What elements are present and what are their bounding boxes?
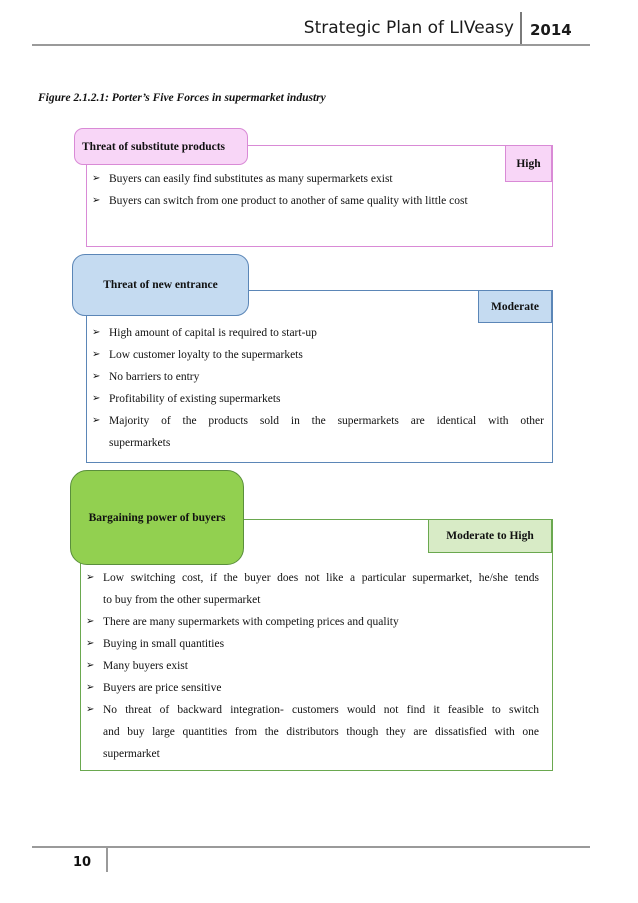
bullet-arrow-icon: ➢: [86, 704, 95, 715]
document-title: Strategic Plan of LIVeasy: [303, 18, 514, 38]
force-item: [86, 633, 539, 655]
force-item-text: Majority of the products sold in the supermarkets are identical with other: [109, 415, 544, 427]
force-item-text: No barriers to entry: [109, 371, 200, 383]
bullet-arrow-icon: ➢: [92, 393, 101, 404]
force-level-new-entrance: Moderate: [478, 290, 552, 323]
header-divider: [520, 12, 522, 46]
force-item-text: supermarket: [103, 748, 160, 760]
force-item-text: Many buyers exist: [103, 660, 188, 672]
force-item-text: Low switching cost, if the buyer does not like a particular supermarket, he/she tends: [103, 572, 539, 584]
force-item: [86, 567, 539, 611]
force-item-text: There are many supermarkets with competing prices and quality: [103, 616, 399, 628]
bullet-arrow-icon: ➢: [92, 195, 101, 206]
bullet-arrow-icon: ➢: [92, 415, 101, 426]
bullet-arrow-icon: ➢: [86, 616, 95, 627]
footer-divider: [106, 848, 108, 872]
bullet-arrow-icon: ➢: [92, 349, 101, 360]
force-item-text: Buyers can easily find substitutes as many supermarkets exist: [109, 173, 393, 185]
bullet-arrow-icon: ➢: [86, 660, 95, 671]
force-items-new-entrance: [92, 322, 544, 454]
force-title-new-entrance: Threat of new entrance: [72, 254, 249, 316]
force-items-substitutes: [92, 168, 544, 212]
page-number: 10: [72, 855, 92, 870]
force-item-text: Buyers can switch from one product to another of same quality with little cost: [109, 195, 468, 207]
force-item-text: No threat of backward integration- customers would not find it feasible to switch: [103, 704, 539, 716]
header-rule: [32, 44, 590, 46]
bullet-arrow-icon: ➢: [92, 173, 101, 184]
bullet-arrow-icon: ➢: [86, 682, 95, 693]
force-item: [92, 410, 544, 454]
force-title-substitutes: Threat of substitute products: [74, 128, 248, 165]
force-level-substitutes: High: [505, 145, 552, 182]
force-item-text: Profitability of existing supermarkets: [109, 393, 281, 405]
force-item: [92, 190, 544, 212]
force-item-text: to buy from the other supermarket: [103, 594, 261, 606]
bullet-arrow-icon: ➢: [86, 572, 95, 583]
bullet-arrow-icon: ➢: [86, 638, 95, 649]
force-item-text: High amount of capital is required to start-up: [109, 327, 317, 339]
force-item: [92, 168, 544, 190]
footer-rule: [32, 846, 590, 848]
bullet-arrow-icon: ➢: [92, 371, 101, 382]
force-item: [86, 655, 539, 677]
force-item-text: Low customer loyalty to the supermarkets: [109, 349, 303, 361]
figure-caption: Figure 2.1.2.1: Porter’s Five Forces in supermarket industry: [38, 92, 326, 104]
force-item: [92, 366, 544, 388]
force-item-text: Buying in small quantities: [103, 638, 225, 650]
force-item: [86, 699, 539, 765]
force-item-text: supermarkets: [109, 437, 171, 449]
force-item: [86, 677, 539, 699]
force-title-buyers: Bargaining power of buyers: [70, 470, 244, 565]
force-item-text: Buyers are price sensitive: [103, 682, 222, 694]
force-item: [86, 611, 539, 633]
force-item: [92, 344, 544, 366]
document-year: 2014: [530, 21, 572, 39]
force-item: [92, 322, 544, 344]
force-items-buyers: [86, 567, 539, 765]
bullet-arrow-icon: ➢: [92, 327, 101, 338]
force-item: [92, 388, 544, 410]
force-item-text: and buy large quantities from the distributors though they are dissatisfied with one: [103, 726, 539, 738]
force-level-buyers: Moderate to High: [428, 519, 552, 553]
